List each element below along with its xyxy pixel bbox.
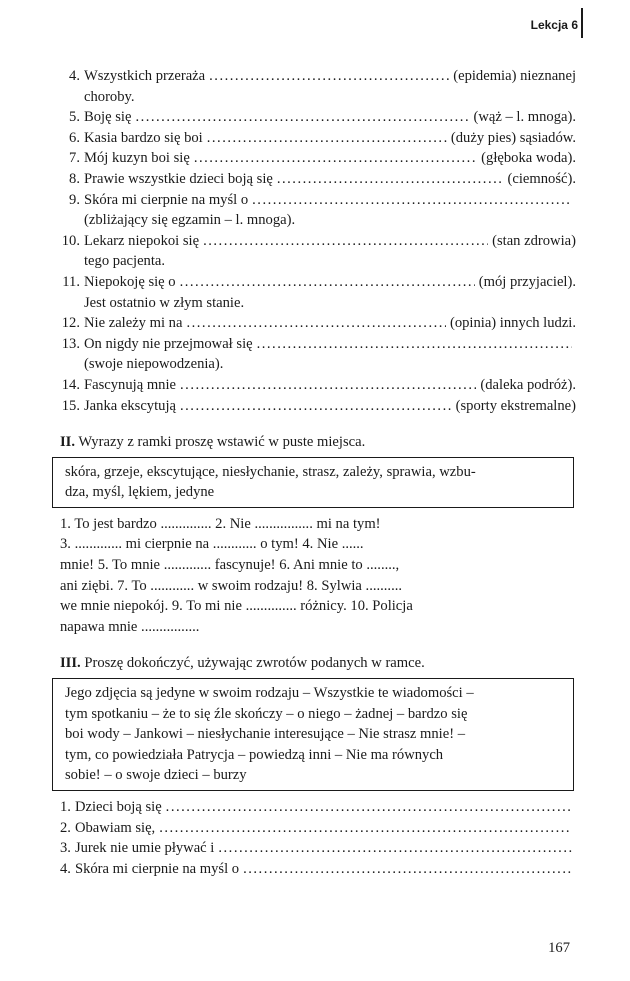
blank-dots (277, 169, 504, 190)
item-number: 4. (60, 860, 71, 877)
blank-dots (180, 375, 476, 396)
blank-dots (159, 818, 572, 839)
page-number: 167 (548, 940, 570, 956)
blank-dots (180, 272, 475, 293)
exercise-i-item (60, 334, 576, 355)
exercise-ii-line: 1. To jest bardzo .............. 2. Nie ................ mi na tym! (60, 515, 381, 532)
item-text-before: Lekarz niepokoi się (84, 232, 200, 249)
phrase-box-line: boi wody – Jankowi – niesłychanie interesujące – Nie strasz mnie! – (65, 726, 466, 743)
item-continuation: (zbliżający się egzamin – l. mnoga). (84, 212, 296, 229)
item-continuation: tego pacjenta. (84, 253, 166, 270)
exercise-i-item (60, 313, 576, 334)
item-text: Obawiam się, (74, 819, 156, 836)
blank-dots (166, 797, 572, 818)
item-text: Skóra mi cierpnie na myśl o (74, 860, 240, 877)
item-number: 7. (69, 150, 80, 167)
exercise-i-item (60, 272, 576, 293)
item-number: 5. (69, 109, 80, 126)
exercise-ii-line: 3. ............. mi cierpnie na ............ o tym! 4. Nie ...... (60, 536, 364, 553)
item-text: Dzieci boją się (74, 799, 162, 815)
blank-dots (218, 838, 572, 859)
exercise-ii-number: II. (60, 434, 76, 451)
exercise-ii-line: we mnie niepokój. 9. To mi nie .............. różnicy. 10. Policja (60, 598, 413, 615)
item-text-before: Mój kuzyn boi się (84, 150, 190, 167)
item-hint: (duży pies) sąsiadów. (450, 129, 576, 146)
exercise-ii-line: napawa mnie ................ (60, 618, 200, 635)
exercise-ii-word-box (52, 457, 574, 508)
blank-dots (252, 190, 572, 211)
exercise-iii-instruction (60, 653, 576, 674)
blank-dots (186, 313, 445, 334)
item-hint: (wąż – l. mnoga). (473, 109, 576, 126)
item-text-before: Boję się (84, 109, 132, 126)
item-continuation: Jest ostatnio w złym stanie. (84, 294, 245, 311)
phrase-box-line: Jego zdjęcia są jedyne w swoim rodzaju – Wszystkie te wiadomości – (65, 685, 474, 702)
item-text-before: Kasia bardzo się boi (84, 129, 203, 146)
item-text-before: Prawie wszystkie dzieci boją się (84, 170, 273, 187)
exercise-iii-instruction-text: Proszę dokończyć, używając zwrotów podanych w ramce. (84, 655, 425, 672)
lesson-header: Lekcja 6 (530, 18, 578, 32)
exercise-iii-item (60, 859, 576, 880)
item-number: 4. (69, 68, 80, 84)
item-hint: (sporty ekstremalne) (455, 397, 576, 414)
exercise-ii (60, 432, 576, 637)
item-number: 12. (61, 315, 80, 332)
exercise-iii-number: III. (60, 655, 81, 672)
phrase-box-line: sobie! – o swoje dzieci – burzy (65, 767, 247, 784)
item-number: 14. (61, 376, 80, 393)
exercise-iii-item (60, 838, 576, 859)
item-text-before: Wszystkich przeraża (84, 68, 206, 84)
exercise-i-item (60, 66, 576, 87)
item-text-before: On nigdy nie przejmował się (84, 335, 253, 352)
blank-dots (194, 148, 477, 169)
item-number: 3. (60, 840, 71, 857)
blank-dots (209, 66, 449, 87)
exercise-i-item (60, 375, 576, 396)
item-number: 6. (69, 129, 80, 146)
exercise-iii-phrase-box (52, 678, 574, 791)
blank-dots (203, 231, 488, 252)
item-text-before: Niepokoję się o (84, 273, 176, 290)
item-text-before: Janka ekscytują (84, 397, 176, 414)
exercise-iii-list (60, 797, 576, 879)
exercise-i-item (60, 107, 576, 128)
item-hint: (epidemia) nieznanej (453, 68, 576, 84)
phrase-box-line: tym, co powiedziała Patrycja – powiedzą inni – Nie ma równych (65, 746, 444, 763)
item-number: 11. (62, 273, 80, 290)
item-text-before: Nie zależy mi na (84, 315, 183, 332)
exercise-i-list (60, 66, 576, 416)
item-text-before: Skóra mi cierpnie na myśl o (84, 191, 249, 208)
exercise-i-item (60, 148, 576, 169)
header-rule (581, 8, 583, 38)
item-number: 8. (69, 170, 80, 187)
item-number: 1. (60, 799, 71, 815)
item-hint: (opinia) innych ludzi. (449, 315, 576, 332)
exercise-i-item (60, 128, 576, 149)
exercise-ii-text (60, 514, 576, 638)
exercise-iii-item (60, 818, 576, 839)
item-continuation: (swoje niepowodzenia). (84, 356, 224, 373)
exercise-iii (60, 653, 576, 879)
item-hint: (daleka podróż). (480, 376, 576, 393)
exercise-i-item (60, 231, 576, 252)
item-hint: (stan zdrowia) (492, 232, 576, 249)
exercise-i-item (60, 396, 576, 417)
blank-dots (243, 859, 572, 880)
item-number: 15. (61, 397, 80, 414)
item-number: 2. (60, 819, 71, 836)
blank-dots (207, 128, 447, 149)
item-hint: (głęboka woda). (481, 150, 576, 167)
item-number: 13. (61, 335, 80, 352)
item-number: 9. (69, 191, 80, 208)
blank-dots (257, 334, 572, 355)
item-hint: (ciemność). (507, 170, 576, 187)
exercise-ii-instruction (60, 432, 576, 453)
exercise-iii-item (60, 797, 576, 818)
item-number: 10. (61, 232, 80, 249)
word-box-line: dza, myśl, lękiem, jedyne (65, 484, 215, 501)
exercise-ii-instruction-text: Wyrazy z ramki proszę wstawić w puste miejsca. (78, 434, 366, 451)
exercise-ii-line: ani ziębi. 7. To ............ w swoim rodzaju! 8. Sylwia .......... (60, 577, 403, 594)
exercise-i-item (60, 190, 576, 211)
phrase-box-line: tym spotkaniu – że to się źle skończy – o niego – żadnej – bardzo się (65, 705, 468, 722)
word-box-line: skóra, grzeje, ekscytujące, niesłychanie, strasz, zależy, sprawia, wzbu- (65, 463, 476, 480)
page-content (60, 66, 576, 879)
item-continuation: choroby. (84, 88, 135, 105)
blank-dots (180, 396, 452, 417)
item-text: Jurek nie umie pływać i (74, 840, 215, 857)
item-hint: (mój przyjaciel). (478, 273, 576, 290)
exercise-i-item (60, 169, 576, 190)
exercise-ii-line: mnie! 5. To mnie ............. fascynuje! 6. Ani mnie to ........, (60, 557, 400, 574)
item-text-before: Fascynują mnie (84, 376, 177, 393)
blank-dots (135, 107, 469, 128)
